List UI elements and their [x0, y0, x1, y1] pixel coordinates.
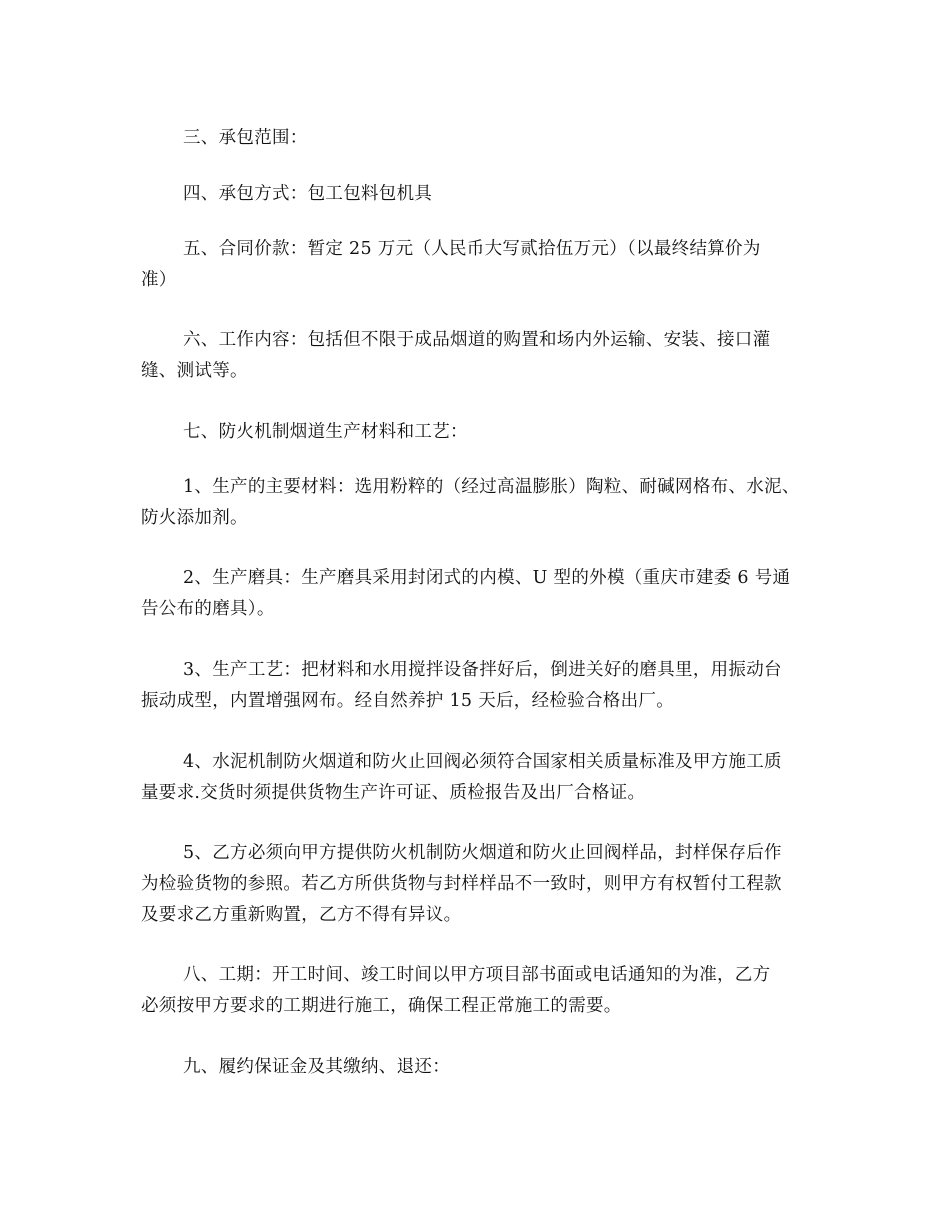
paragraph-line: 3、生产工艺：把材料和水用搅拌设备拌好后，倒进关好的磨具里，用振动台	[183, 660, 782, 680]
paragraph-line: 六、工作内容：包括但不限于成品烟道的购置和场内外运输、安装、接口灌	[183, 330, 771, 350]
paragraph-item-2	[141, 563, 811, 625]
paragraph-item-4	[141, 747, 811, 809]
paragraph-line: 5、乙方必须向甲方提供防火机制防火烟道和防火止回阀样品，封样保存后作	[183, 843, 782, 863]
paragraph-line: 量要求.交货时须提供货物生产许可证、质检报告及出厂合格证。	[141, 783, 646, 803]
paragraph-line: 4、水泥机制防火烟道和防火止回阀必须符合国家相关质量标准及甲方施工质	[183, 752, 782, 772]
paragraph-line: 九、履约保证金及其缴纳、退还：	[183, 1057, 450, 1077]
paragraph-line: 1、生产的主要材料：选用粉粹的（经过高温膨胀）陶粒、耐碱网格布、水泥、	[183, 477, 800, 497]
paragraph-work-content	[141, 325, 811, 387]
paragraph-line: 五、合同价款：暂定 25 万元（人民币大写贰拾伍万元）（以最终结算价为	[183, 239, 761, 259]
paragraph-scope	[141, 123, 811, 154]
paragraph-line: 四、承包方式：包工包料包机具	[183, 184, 433, 204]
paragraph-item-1	[141, 472, 811, 534]
paragraph-item-5	[141, 838, 811, 931]
paragraph-materials-heading	[141, 417, 811, 448]
paragraph-line: 2、生产磨具：生产磨具采用封闭式的内模、U 型的外模（重庆市建委 6 号通	[183, 568, 791, 588]
paragraph-line: 为检验货物的参照。若乙方所供货物与封样样品不一致时，则甲方有权暂付工程款	[141, 874, 782, 894]
paragraph-deposit	[141, 1052, 811, 1083]
paragraph-item-3	[141, 655, 811, 717]
paragraph-line: 告公布的磨具）。	[141, 599, 275, 619]
paragraph-line: 振动成型，内置增强网布。经自然养护 15 天后，经检验合格出厂。	[141, 691, 674, 711]
paragraph-line: 八、工期：开工时间、竣工时间以甲方项目部书面或电话通知的为准，乙方	[183, 965, 771, 985]
paragraph-line: 及要求乙方重新购置，乙方不得有异议。	[141, 905, 462, 925]
paragraph-price	[141, 234, 811, 296]
paragraph-line: 三、承包范围：	[183, 128, 308, 148]
paragraph-line: 必须按甲方要求的工期进行施工，确保工程正常施工的需要。	[141, 996, 622, 1016]
paragraph-line: 七、防火机制烟道生产材料和工艺：	[183, 422, 468, 442]
paragraph-line: 防火添加剂。	[141, 508, 248, 528]
paragraph-line: 准）	[141, 270, 177, 290]
paragraph-line: 缝、测试等。	[141, 361, 248, 381]
paragraph-method	[141, 179, 811, 210]
paragraph-schedule	[141, 960, 811, 1022]
